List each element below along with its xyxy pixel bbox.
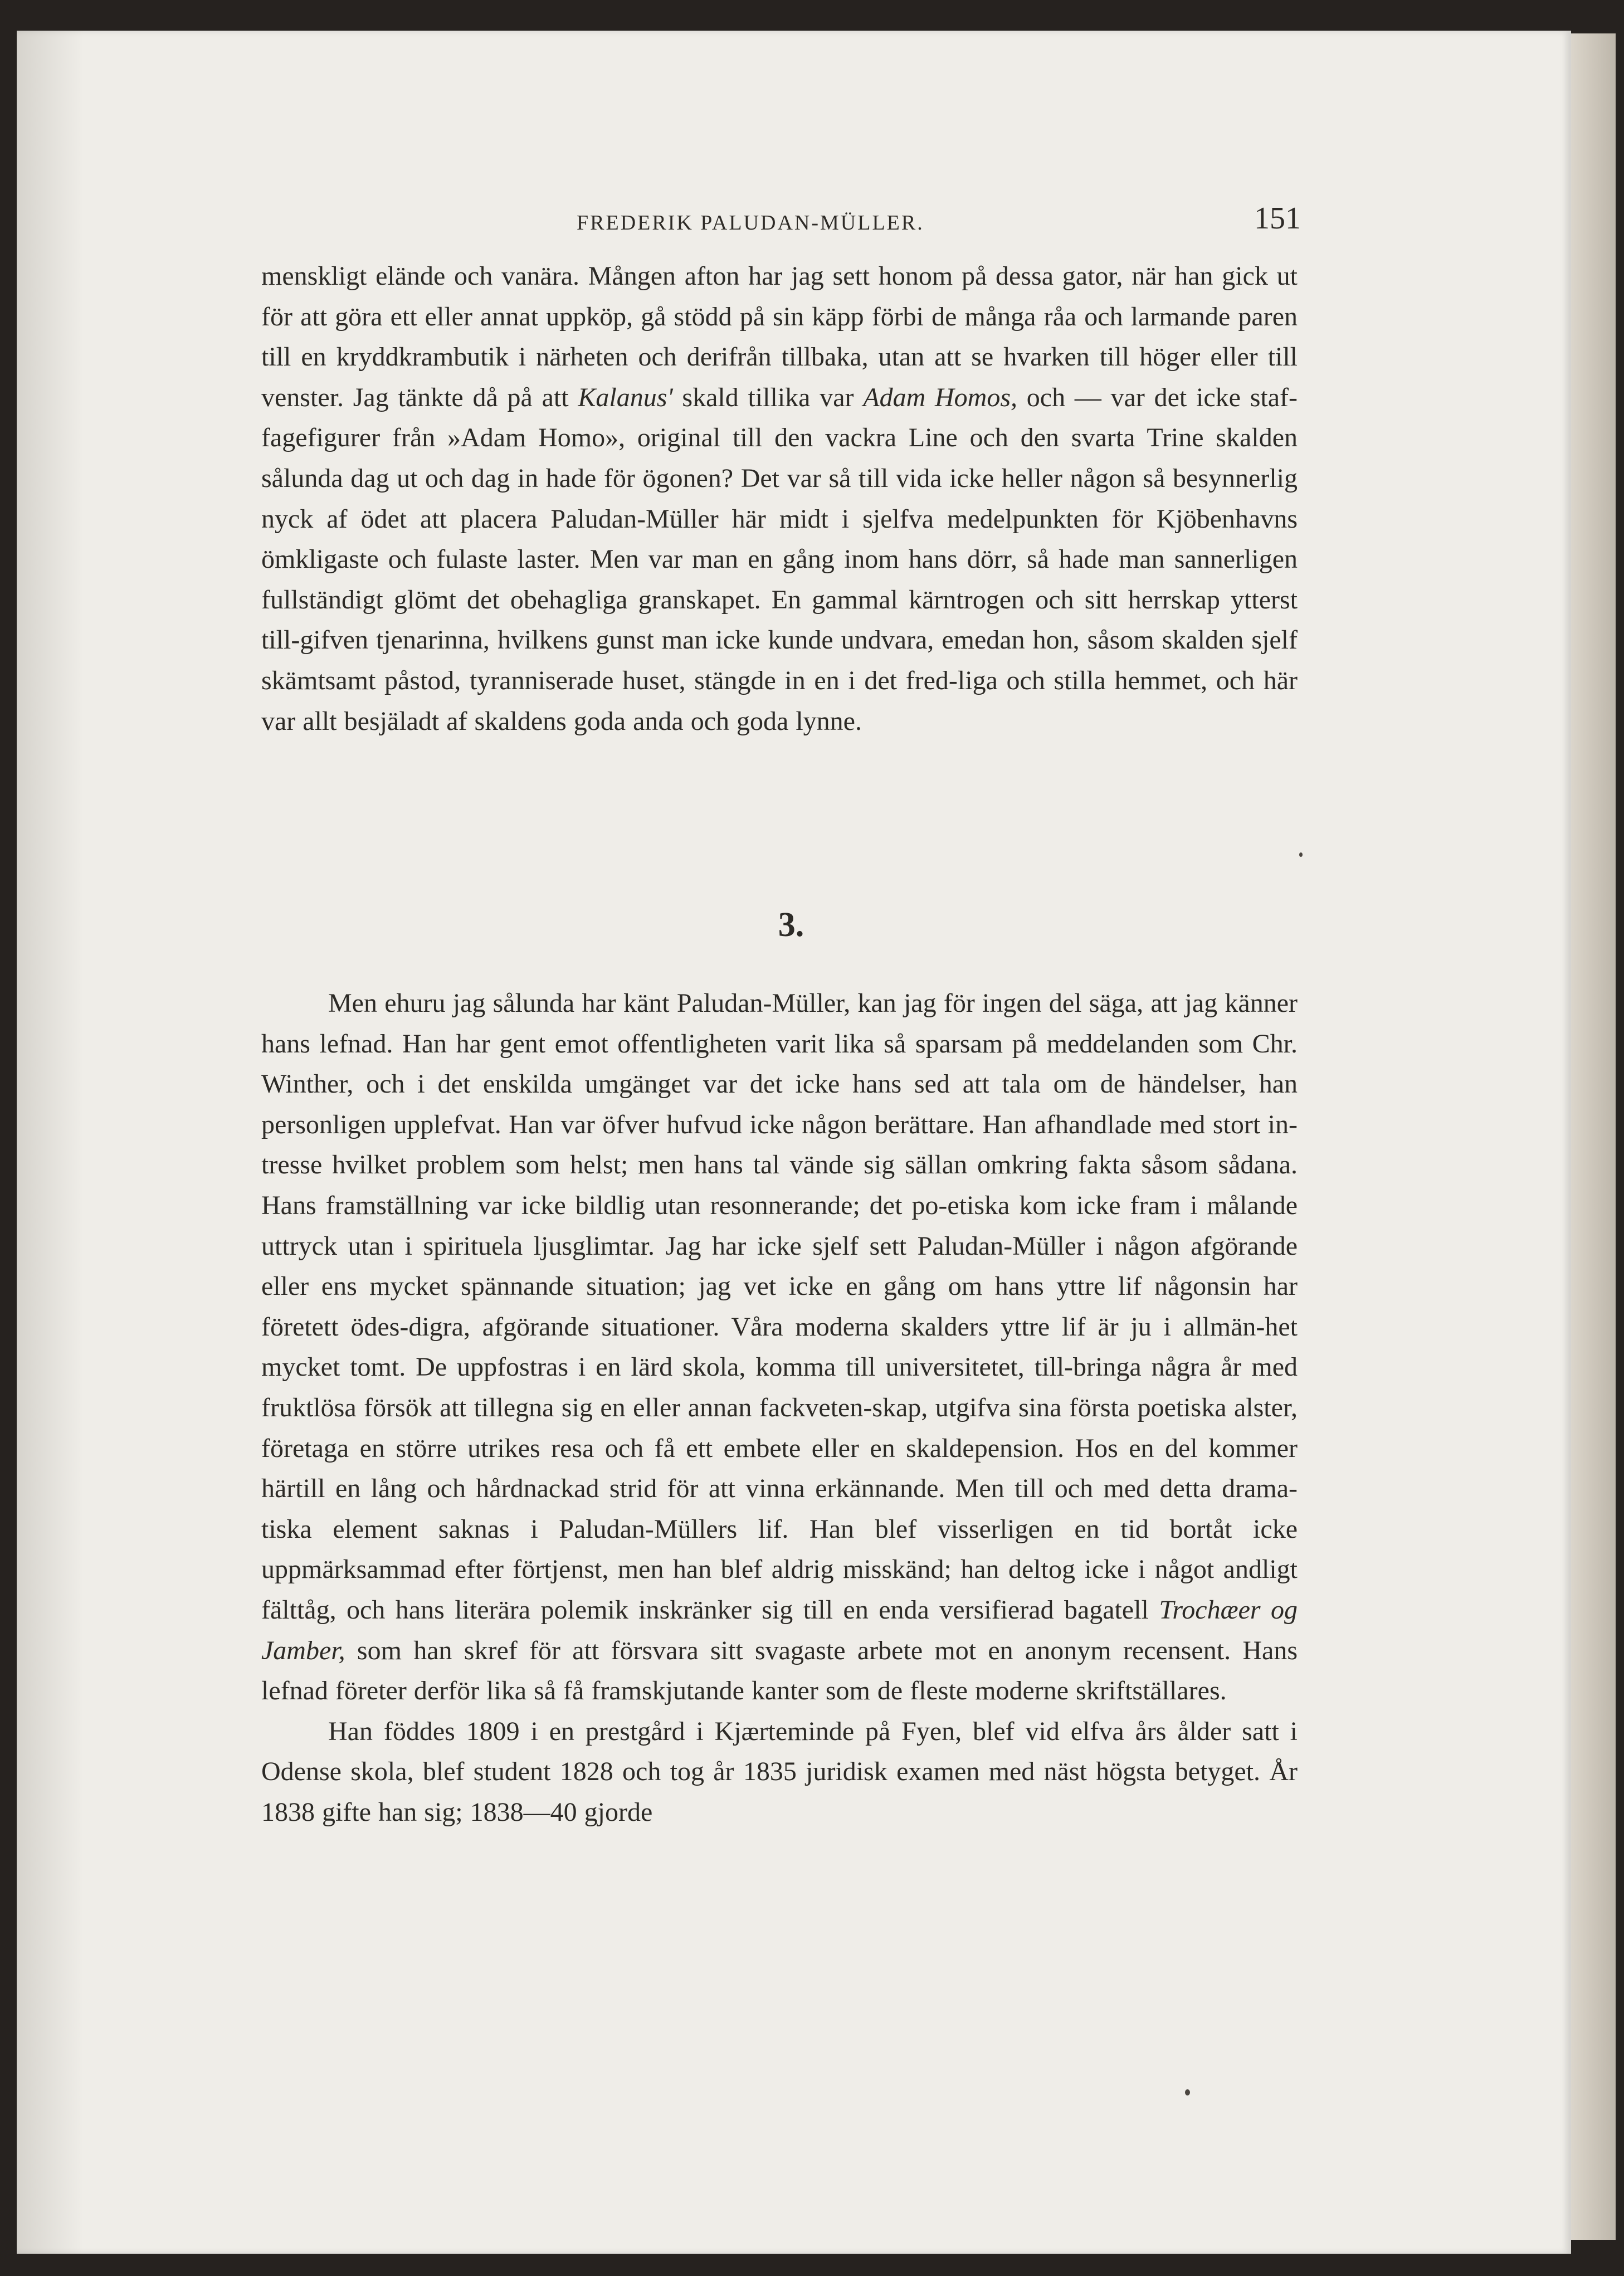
gutter-shadow xyxy=(17,31,84,2254)
page-number: 151 xyxy=(1254,201,1301,236)
running-title: FREDERIK PALUDAN-MÜLLER. xyxy=(577,211,924,235)
paragraph-1 xyxy=(261,256,1298,742)
italic-title-adam-homo: Adam Homos, xyxy=(863,382,1018,412)
paragraph-1-text-a: menskligt elände och vanära. Mången afton har jag sett honom på dessa gator, när han gick ut för att göra ett eller annat uppköp, gå stödd på sin käpp förbi de många råa och larmande paren till en kryddkrambutik i närheten och derifrån tillbaka, utan att se hvarken till höger eller till venster. Jag tänkte då på att xyxy=(261,261,1298,412)
paragraph-2 xyxy=(261,983,1298,1712)
paragraph-1-text-c: och — var det icke staf-fagefigurer från »Adam Homo», original till den vackra Line och den svarta Trine skalden sålunda dag ut och dag in hade för ögonen? Det var så till vida icke heller någon så besynnerlig nyck af ödet att placera Paludan-Müller här midt i sjelfva medelpunkten för Kjöbenhavns ömkligaste och fulaste laster. Men var man en gång inom hans dörr, så hade man sannerligen fullständigt glömt det obehagliga granskapet. En gammal kärntrogen och sitt herrskap ytterst till-gifven tjenarinna, hvilkens gunst man icke kunde undvara, emedan hon, såsom skalden sjelf skämtsamt påstod, tyranniserade huset, stängde in en i det fred-liga och stilla hemmet, och här var allt besjäladt af skaldens goda anda och goda lynne. xyxy=(261,382,1298,736)
paragraph-2-text-b: som han skref för att försvara sitt svagaste arbete mot en anonym recensent. Hans lefnad företer derför lika så få framskjutande kanter som de fleste moderne skriftställares. xyxy=(261,1635,1298,1706)
paragraph-2-text-a: Men ehuru jag sålunda har känt Paludan-Müller, kan jag för ingen del säga, att jag känner hans lefnad. Han har gent emot offentligheten varit lika så sparsam på meddelanden som Chr. Winther, och i det enskilda umgänget var det icke hans sed att tala om de händelser, han personligen upplefvat. Han var öfver hufvud icke någon berättare. Han afhandlade med stort in-tresse hvilket problem som helst; men hans tal vände sig sällan omkring fakta såsom sådana. Hans framställning var icke bildlig utan resonnerande; det po-etiska kom icke fram i målande uttryck utan i spirituela ljusglimtar. Jag har icke sjelf sett Paludan-Müller i någon afgörande eller ens mycket spännande situation; jag vet icke en gång om hans yttre lif någonsin har företett ödes-digra, afgörande situationer. Våra moderna skalders yttre lif är ju i allmän-het mycket tomt. De uppfostras i en lärd skola, komma till universitetet, till-bringa några år med fruktlösa försök att tillegna sig en eller annan fackveten-skap, utgifva sina första poetiska alster, företaga en större utrikes resa och få ett embete eller en skaldepension. Hos en del kommer härtill en lång och hårdnackad strid för att vinna erkännande. Men till och med detta drama-tiska element saknas i Paludan-Müllers lif. Han blef visserligen en tid bortåt icke uppmärksammad efter förtjenst, men han blef aldrig misskänd; han deltog icke i något andligt fälttåg, och hans literära polemik inskränker sig till en enda versifierad bagatell xyxy=(261,988,1298,1625)
section-number: 3. xyxy=(778,906,804,944)
paragraph-3: Han föddes 1809 i en prestgård i Kjærteminde på Fyen, blef vid elfva års ålder satt i Odense skola, blef student 1828 och tog år 1835 juridisk examen med näst högsta betyget. År 1838 gifte han sig; 1838—40 gjorde xyxy=(261,1716,1298,1827)
ink-speck xyxy=(1299,852,1303,857)
italic-title-trochaeer: Trochæer og Jamber, xyxy=(261,1595,1298,1665)
page-header xyxy=(248,195,1301,240)
paragraphs-section-3 xyxy=(261,983,1298,1833)
ink-speck xyxy=(1185,2089,1190,2095)
paragraph-1-text-b: skald tillika var xyxy=(672,382,864,412)
italic-title-kalanus: Kalanus' xyxy=(578,382,673,412)
